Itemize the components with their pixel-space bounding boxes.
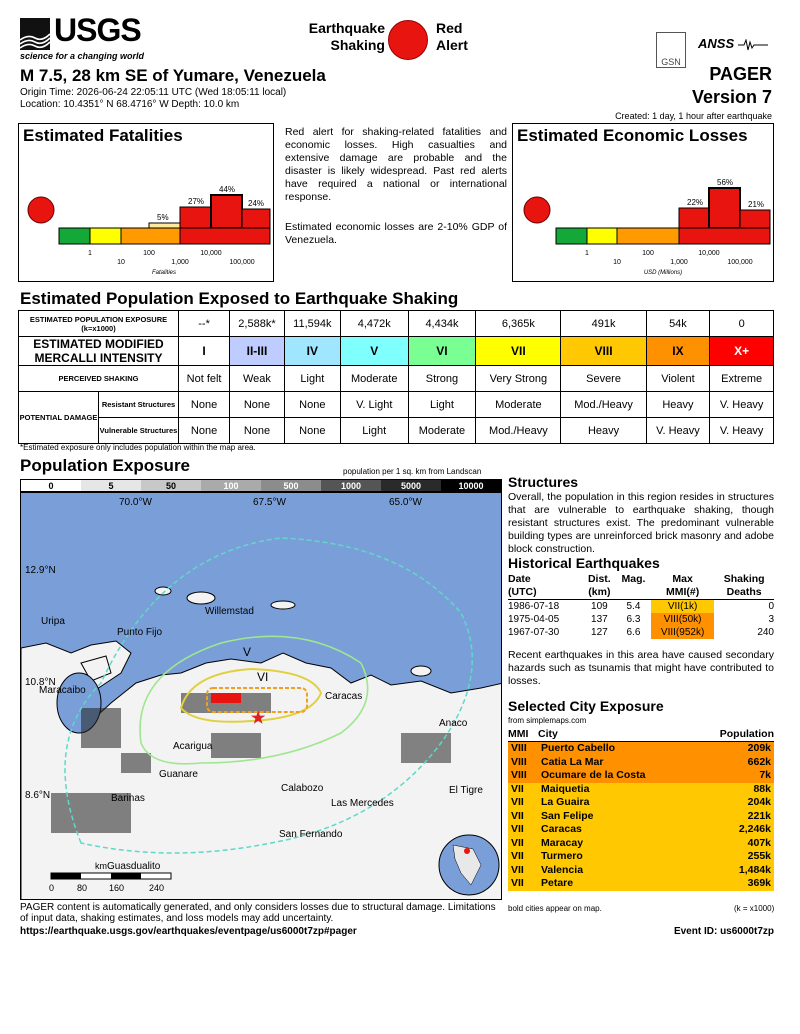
economic-bar-2 <box>709 188 740 228</box>
hist-col-date-unit: (UTC) <box>508 586 583 600</box>
economic-tick-3: 100 <box>642 250 654 257</box>
historical-deaths: 0 <box>768 601 774 612</box>
density-scale-step-7: 10000 <box>441 480 501 491</box>
scale-bar-160: 160 <box>109 883 125 893</box>
place-guanare: Guanare <box>159 769 198 780</box>
economic-losses-panel <box>512 123 774 282</box>
city-row <box>508 850 774 864</box>
vulnerable-cell-5: Mod./Heavy <box>476 418 561 444</box>
vulnerable-cell-6: Heavy <box>561 418 646 444</box>
vulnerable-cell-4: Moderate <box>408 418 476 444</box>
place-acarigua: Acarigua <box>173 741 213 752</box>
bonaire-island <box>271 601 295 609</box>
vulnerable-row-label: Vulnerable Structures <box>99 418 179 444</box>
origin-time: Origin Time: 2026-06-24 22:05:11 UTC (Wed 18:05:11 local) <box>20 87 287 98</box>
economic-axis-label: USD (Millions) <box>643 270 683 276</box>
fatality-tick-1: 1 <box>88 250 92 257</box>
fatality-alert-icon <box>28 197 54 223</box>
place-caracas: Caracas <box>325 691 363 702</box>
exposure-row <box>19 311 774 337</box>
resistant-cell-7: Heavy <box>646 392 710 418</box>
city-city: Catia La Mar <box>541 755 604 768</box>
fatalities-panel <box>18 123 274 282</box>
historical-dist: 109 <box>591 601 608 612</box>
fatality-scale-orange <box>121 228 180 244</box>
fatality-axis-label: Fatalities <box>151 270 177 276</box>
vulnerable-cell-1: None <box>230 418 285 444</box>
pager-version: Version 7 <box>691 87 772 107</box>
resistant-cell-6: Mod./Heavy <box>561 392 646 418</box>
city-city: Caracas <box>541 823 582 835</box>
scale-bar-240: 240 <box>149 883 165 893</box>
lon-label-1: 70.0°W <box>119 497 152 508</box>
hist-col-mmi-unit: MMI(#) <box>651 586 714 600</box>
mmi-row <box>19 337 774 366</box>
vulnerable-cell-8: V. Heavy <box>710 418 774 444</box>
scale-bar-80: 80 <box>77 883 88 893</box>
fatalities-histogram <box>19 124 275 283</box>
economic-scale-green <box>556 228 587 244</box>
historical-mmi: VII(1k) <box>651 600 714 614</box>
shaking-cell-0: Not felt <box>179 366 230 392</box>
place-anaco: Anaco <box>439 718 468 729</box>
city-row <box>508 796 774 810</box>
mmi-cell-0: I <box>179 337 230 366</box>
place-barinas: Barinas <box>111 793 145 804</box>
exposure-cell-8: 0 <box>710 311 774 337</box>
mmi-vi-label: VI <box>257 670 269 684</box>
exposure-row-label: ESTIMATED POPULATION EXPOSURE (k=x1000) <box>19 311 179 337</box>
usgs-logo-text: USGS <box>54 12 141 48</box>
city-row <box>508 783 774 797</box>
place-punto-fijo: Punto Fijo <box>117 627 163 638</box>
historical-dist: 127 <box>591 627 608 638</box>
vulnerable-cell-7: V. Heavy <box>646 418 710 444</box>
lat-label-3: 8.6°N <box>25 790 51 801</box>
hist-col-deaths-unit: Deaths <box>714 586 774 600</box>
fatality-pct-4: 24% <box>248 199 265 208</box>
historical-row <box>508 613 774 626</box>
city-pop: 204k <box>747 796 771 808</box>
city-exposure-source: from simplemaps.com <box>508 716 587 725</box>
fatality-bar-3 <box>211 195 242 228</box>
fatality-pct-3: 44% <box>219 185 236 194</box>
city-city: Puerto Cabello <box>541 742 616 754</box>
historical-mag: 5.4 <box>626 601 641 612</box>
fatality-tick-6: 100,000 <box>229 259 255 266</box>
curacao-island <box>187 592 215 604</box>
mmi-row-label: ESTIMATED MODIFIED MERCALLI INTENSITY <box>19 337 179 366</box>
historical-row <box>508 600 774 614</box>
fatality-tick-3: 100 <box>143 250 155 257</box>
economic-scale-red <box>679 228 770 244</box>
population-map-source: population per 1 sq. km from Landscan <box>343 467 482 476</box>
exposure-cell-6: 491k <box>561 311 646 337</box>
city-mmi: VII <box>511 796 524 808</box>
lat-label-1: 12.9°N <box>25 565 56 576</box>
exposure-cell-5: 6,365k <box>476 311 561 337</box>
alert-label-right <box>436 20 476 54</box>
city-pop: 1,484k <box>738 863 771 876</box>
historical-table <box>508 573 774 639</box>
population-exposure-title: Estimated Population Exposed to Earthquake Shaking <box>20 289 459 308</box>
hist-col-deaths: Shaking <box>723 573 765 585</box>
fatality-bar-1 <box>149 223 180 228</box>
fatality-tick-5: 10,000 <box>200 250 222 257</box>
hist-col-dist-unit: (km) <box>583 586 616 600</box>
city-row <box>508 810 774 824</box>
event-location: Location: 10.4351° N 68.4716° W Depth: 10.0 km <box>20 99 240 110</box>
city-mmi: VII <box>511 823 524 835</box>
fatality-pct-1: 5% <box>157 213 169 222</box>
resistant-cell-3: V. Light <box>340 392 408 418</box>
mmi-v-label: V <box>243 645 252 659</box>
shaking-cell-1: Weak <box>230 366 285 392</box>
shaking-cell-3: Moderate <box>340 366 408 392</box>
resistant-cell-2: None <box>284 392 340 418</box>
vulnerable-cell-0: None <box>179 418 230 444</box>
historical-mag: 6.6 <box>626 627 641 638</box>
city-city: Ocumare de la Costa <box>541 769 646 781</box>
city-city: Turmero <box>541 850 583 862</box>
alert-level: Red Alert <box>436 20 468 53</box>
shaking-cell-4: Strong <box>408 366 476 392</box>
city-exposure-table <box>508 727 774 891</box>
gsn-label: GSN <box>661 57 681 67</box>
exposure-cell-2: 11,594k <box>284 311 340 337</box>
scale-bar-unit: km <box>95 861 107 871</box>
fatality-bar-4 <box>242 209 270 228</box>
economic-scale-orange <box>617 228 679 244</box>
gsn-logo-icon <box>656 32 686 68</box>
city-mmi: VIII <box>511 769 527 781</box>
fatalities-title: Estimated Fatalities <box>23 126 183 145</box>
density-scale-step-5: 1000 <box>321 480 381 491</box>
density-scale-step-6: 5000 <box>381 480 441 491</box>
historical-date: 1975-04-05 <box>508 614 560 625</box>
resistant-row <box>19 392 774 418</box>
economic-alert-icon <box>524 197 550 223</box>
fatality-tick-2: 10 <box>117 259 125 266</box>
epicenter-star-icon: ★ <box>251 710 266 727</box>
resistant-cell-0: None <box>179 392 230 418</box>
resistant-cell-1: None <box>230 392 285 418</box>
city-mmi: VII <box>511 877 524 889</box>
historical-deaths: 3 <box>768 614 774 625</box>
vulnerable-cell-2: None <box>284 418 340 444</box>
anss-label: ANSS <box>698 36 735 51</box>
scale-bar-0: 0 <box>49 883 55 893</box>
created-time: Created: 1 day, 1 hour after earthquake <box>615 111 772 121</box>
shaking-cell-5: Very Strong <box>476 366 561 392</box>
density-scale-step-3: 100 <box>201 480 261 491</box>
economic-bar-3 <box>740 210 770 228</box>
city-city: San Felipe <box>541 809 594 822</box>
fatality-pct-2: 27% <box>188 197 205 206</box>
economic-tick-4: 1,000 <box>670 259 688 266</box>
vulnerable-cell-3: Light <box>340 418 408 444</box>
population-exposure-table <box>18 310 774 444</box>
city-city: Valencia <box>541 863 584 876</box>
density-scale-step-0: 0 <box>21 480 81 491</box>
structures-title: Structures <box>508 474 579 490</box>
city-mmi: VII <box>511 782 524 795</box>
city-row <box>508 742 774 756</box>
resistant-row-label: Resistant Structures <box>99 392 179 418</box>
fatality-bar-2 <box>180 207 211 228</box>
lon-label-3: 65.0°W <box>389 497 422 508</box>
place-willemstad: Willemstad <box>205 606 254 617</box>
margarita-island <box>411 666 431 676</box>
city-col-mmi: MMI <box>508 727 538 742</box>
population-density-scale <box>20 479 502 492</box>
historical-dist: 137 <box>591 614 608 625</box>
economic-loss-description: Estimated economic losses are 2-10% GDP of Venezuela. <box>285 221 507 246</box>
mmi-cell-1: II-III <box>230 337 285 366</box>
mmi-cell-2: IV <box>284 337 340 366</box>
disclaimer: PAGER content is automatically generated, and only considers losses due to structural damage. Limitations of input data, shaking estimates, and loss models may add uncertainty. <box>20 902 496 924</box>
historical-date: 1967-07-30 <box>508 627 560 638</box>
red-alert-icon <box>388 20 428 60</box>
historical-mmi: VIII(952k) <box>651 626 714 639</box>
mmi-cell-8: X+ <box>710 337 774 366</box>
mmi-cell-5: VII <box>476 337 561 366</box>
mmi-cell-6: VIII <box>561 337 646 366</box>
damage-row-label: POTENTIAL DAMAGE <box>19 392 99 444</box>
historical-mag: 6.3 <box>626 614 641 625</box>
economic-pct-2: 56% <box>717 178 734 187</box>
structures-text: Overall, the population in this region resides in structures that are vulnerable to earthquake shaking, though resistant structures exist. The predominant vulnerable building types are unreinforced brick masonry and adobe block construction. <box>508 491 774 555</box>
exposure-cell-0: --* <box>179 311 230 337</box>
city-mmi: VII <box>511 863 524 876</box>
resistant-cell-5: Moderate <box>476 392 561 418</box>
economic-tick-5: 10,000 <box>698 250 720 257</box>
hist-col-mag: Mag. <box>621 573 646 585</box>
hist-col-date: Date <box>508 573 531 585</box>
shaking-cell-7: Violent <box>646 366 710 392</box>
city-footnote: bold cities appear on map. <box>508 904 602 913</box>
place-calabozo: Calabozo <box>281 783 324 794</box>
hist-col-mag-unit <box>616 586 651 600</box>
city-city: La Guaira <box>541 796 590 808</box>
shaking-cell-8: Extreme <box>710 366 774 392</box>
exposure-cell-3: 4,472k <box>340 311 408 337</box>
economic-pct-1: 22% <box>687 198 704 207</box>
city-mmi: VII <box>511 850 524 862</box>
population-footnote: *Estimated exposure only includes population within the map area. <box>20 443 256 452</box>
alert-label-left: Earthquake Shaking <box>308 20 385 53</box>
city-pop: 88k <box>753 782 771 795</box>
city-row <box>508 864 774 878</box>
city-row <box>508 756 774 770</box>
mmi-cell-4: VI <box>408 337 476 366</box>
city-pop: 7k <box>759 769 771 781</box>
anss-logo-icon <box>698 36 768 51</box>
place-uripa: Uripa <box>41 616 65 627</box>
shaking-cell-2: Light <box>284 366 340 392</box>
city-mmi: VIII <box>511 742 527 754</box>
fatality-tick-4: 1,000 <box>171 259 189 266</box>
fatality-scale-green <box>59 228 90 244</box>
city-row <box>508 877 774 891</box>
city-pop: 369k <box>747 877 771 889</box>
city-mmi: VII <box>511 809 524 822</box>
pager-label: PAGER <box>709 64 772 84</box>
map-graphic <box>21 493 502 900</box>
economic-tick-1: 1 <box>585 250 589 257</box>
density-scale-step-1: 5 <box>81 480 141 491</box>
mmi-cell-3: V <box>340 337 408 366</box>
density-scale-step-4: 500 <box>261 480 321 491</box>
shaking-row-label: PERCEIVED SHAKING <box>19 366 179 392</box>
city-mmi: VII <box>511 836 524 849</box>
hist-col-dist: Dist. <box>587 573 611 585</box>
city-row <box>508 823 774 837</box>
city-pop: 209k <box>747 742 771 754</box>
resistant-cell-8: V. Heavy <box>710 392 774 418</box>
epicenter-area <box>211 693 241 703</box>
economic-tick-6: 100,000 <box>727 259 753 266</box>
economic-bar-1 <box>679 208 709 228</box>
historical-date: 1986-07-18 <box>508 601 560 612</box>
historical-note: Recent earthquakes in this area have caused secondary hazards such as tsunamis that might have contributed to losses. <box>508 649 774 687</box>
place-el-tigre: El Tigre <box>449 785 483 796</box>
lat-label-2: 10.8°N <box>25 677 56 688</box>
event-page-link[interactable]: https://earthquake.usgs.gov/earthquakes/eventpage/us6000t7zp#pager <box>20 926 357 937</box>
exposure-cell-1: 2,588k* <box>230 311 285 337</box>
hist-col-mmi: Max <box>672 573 693 585</box>
mmi-cell-7: IX <box>646 337 710 366</box>
historical-title: Historical Earthquakes <box>508 555 660 571</box>
city-city: Maracay <box>541 836 584 849</box>
event-id: Event ID: us6000t7zp <box>673 926 774 937</box>
place-las-mercedes: Las Mercedes <box>331 798 394 809</box>
city-row <box>508 769 774 783</box>
historical-row <box>508 626 774 639</box>
economic-tick-2: 10 <box>613 259 621 266</box>
fatality-scale-yellow <box>90 228 121 244</box>
place-maracaibo: Maracaibo <box>39 685 86 696</box>
shaking-row <box>19 366 774 392</box>
shaking-cell-6: Severe <box>561 366 646 392</box>
population-exposure-map <box>20 492 502 900</box>
city-exposure-title: Selected City Exposure <box>508 698 664 714</box>
usgs-logo-icon <box>20 18 50 50</box>
city-mmi: VIII <box>511 755 527 768</box>
alert-description: Red alert for shaking-related fatalities and economic losses. High casualties and extensive damage are probable and the disaster is likely widespread. Past red alerts have required a national or international response. <box>285 126 507 203</box>
city-pop: 407k <box>747 836 771 849</box>
city-city: Petare <box>541 877 574 889</box>
city-col-pop: Population <box>696 727 774 742</box>
lon-label-2: 67.5°W <box>253 497 286 508</box>
city-col-name: City <box>538 727 696 742</box>
economic-scale-yellow <box>587 228 617 244</box>
exposure-cell-4: 4,434k <box>408 311 476 337</box>
fatality-scale-red <box>180 228 270 244</box>
event-title: M 7.5, 28 km SE of Yumare, Venezuela <box>20 66 326 85</box>
economic-pct-3: 21% <box>748 200 765 209</box>
city-row <box>508 837 774 851</box>
city-pop: 662k <box>747 755 771 768</box>
city-pop: 2,246k <box>738 823 771 835</box>
historical-mmi: VIII(50k) <box>651 613 714 626</box>
city-city: Maiquetia <box>541 782 590 795</box>
city-pop: 221k <box>747 809 771 822</box>
density-scale-step-2: 50 <box>141 480 201 491</box>
place-san-fernando: San Fernando <box>279 829 343 840</box>
city-pop: 255k <box>747 850 771 862</box>
economic-title: Estimated Economic Losses <box>517 126 748 145</box>
historical-deaths: 240 <box>757 627 774 638</box>
place-guasdualito: Guasdualito <box>107 861 161 872</box>
population-map-title: Population Exposure <box>20 456 191 475</box>
resistant-cell-4: Light <box>408 392 476 418</box>
economic-histogram <box>513 124 775 283</box>
usgs-tagline: science for a changing world <box>20 51 145 61</box>
city-unit-note: (k = x1000) <box>734 904 775 913</box>
vulnerable-row <box>19 418 774 444</box>
exposure-cell-7: 54k <box>646 311 710 337</box>
